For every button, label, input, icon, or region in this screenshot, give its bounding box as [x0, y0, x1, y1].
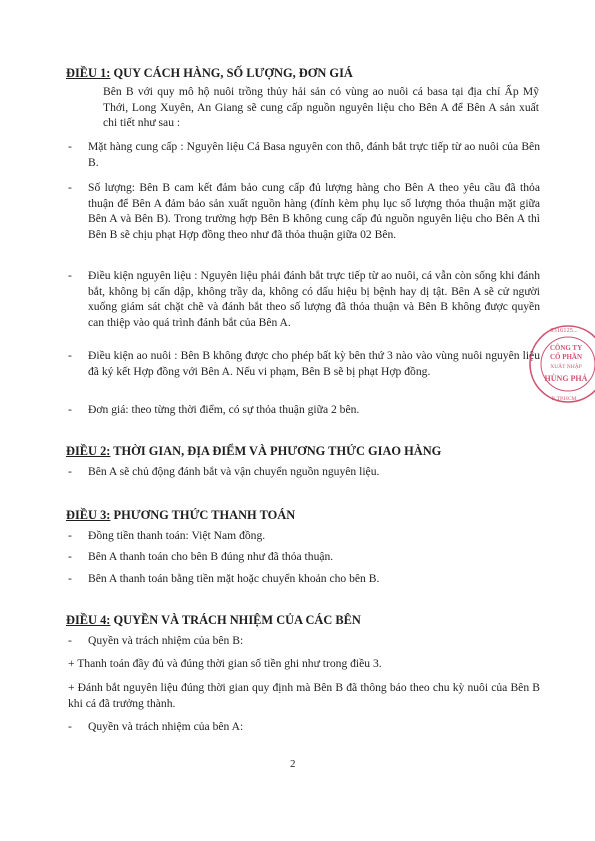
list-item-text: Mặt hàng cung cấp : Nguyên liệu Cá Basa nguyên con thô, đánh bắt trực tiếp từ ao nuôi của Bên B. [88, 140, 540, 169]
section-4-heading [66, 613, 536, 628]
section-1-title: QUY CÁCH HÀNG, SỐ LƯỢNG, ĐƠN GIÁ [110, 66, 353, 80]
list-item-text: Quyền và trách nhiệm của bên B: [88, 634, 244, 647]
plus-item: + Thanh toán đầy đủ và đúng thời gian số tiền ghi như trong điều 3. [68, 657, 382, 670]
section-4-number: ĐIỀU 4: [66, 613, 111, 627]
section-4-title: QUYỀN VÀ TRÁCH NHIỆM CỦA CÁC BÊN [110, 613, 361, 627]
list-item-text: Quyền và trách nhiệm của bên A: [88, 720, 244, 733]
list-item-text: Bên A thanh toán bằng tiền mặt hoặc chuyển khoản cho bên B. [88, 572, 380, 585]
dash-bullet: - [68, 269, 72, 282]
list-item-text: Số lượng: Bên B cam kết đảm bảo cung cấp đủ lượng hàng cho Bên A theo yêu cầu đã thỏa thuận để Bên A đảm bảo sản xuất nguồn hàng (đính kèm phụ lục số lượng thỏa thuận mặt giữa Bên A và Bên B). Trong trường hợp Bên B không cung cấp đủ nguồn nguyên liệu cho Bên A thì Bên B sẽ chịu phạt Hợp đồng theo như đã thỏa thuận giữa 02 Bên. [88, 181, 540, 241]
dash-bullet: - [68, 720, 72, 733]
dash-bullet: - [68, 181, 72, 194]
list-item-text: Bên A sẽ chủ động đánh bắt và vận chuyển nguồn nguyên liệu. [88, 465, 380, 478]
section-1-number: ĐIỀU 1: [66, 66, 111, 80]
list-item-text: Bên A thanh toán cho bên B đúng như đã thỏa thuận. [88, 550, 334, 563]
dash-bullet: - [68, 634, 72, 647]
list-item-text: Đồng tiền thanh toán: Việt Nam đồng. [88, 529, 266, 542]
section-1-heading [66, 66, 536, 81]
seal-code: 0316125... [550, 327, 578, 334]
section-3-number: ĐIỀU 3: [66, 508, 111, 522]
seal-line-2: CỔ PHẦN [549, 353, 583, 361]
section-2-title: THỜI GIAN, ĐỊA ĐIỂM VÀ PHƯƠNG THỨC GIAO HÀNG [110, 444, 442, 458]
dash-bullet: - [68, 529, 72, 542]
list-item-text: Điều kiện nguyên liệu : Nguyên liệu phải đánh bắt trực tiếp từ ao nuôi, cá vẫn còn sống khi đánh bắt, không bị cấn dập, không trầy da, không có dấu hiệu bị bệnh hay dị tật. Bên A sẽ cử người xuống giám sát chặt chẽ và đánh bắt theo số lượng đã thỏa thuận và Bên B không được quyền can thiệp vào quá trình đánh bắt của Bên A. [88, 269, 540, 329]
seal-line-1: CÔNG TY [549, 344, 583, 352]
list-item-text: Điều kiện ao nuôi : Bên B không được cho phép bất kỳ bên thứ 3 nào vào vùng nuôi nguyên liệu đã ký kết Hợp đồng với Bên A. Nếu vi phạm, Bên B sẽ bị phạt Hợp đồng. [88, 349, 540, 378]
section-3-title: PHƯƠNG THỨC THANH TOÁN [110, 508, 296, 522]
dash-bullet: - [68, 465, 72, 478]
section-2-heading [66, 444, 536, 459]
dash-bullet: - [68, 550, 72, 563]
dash-bullet: - [68, 572, 72, 585]
dash-bullet: - [68, 349, 72, 362]
page-number: 2 [290, 758, 296, 770]
plus-item: + Đánh bắt nguyên liệu đúng thời gian quy định mà Bên B đã thông báo theo chu kỳ nuôi của Bên B khi cá đã trưởng thành. [68, 681, 540, 710]
section-1-intro: Bên B với quy mô hộ nuôi trồng thủy hải sản có vùng ao nuôi cá basa tại địa chỉ Ấp Mỹ Thới, Long Xuyên, An Giang sẽ cung cấp nguồn nguyên liệu cho Bên A để Bên A sản xuất chi tiết như sau : [103, 85, 539, 130]
list-item-text: Đơn giá: theo từng thời điểm, có sự thỏa thuận giữa 2 bên. [88, 403, 360, 416]
dash-bullet: - [68, 403, 72, 416]
seal-line-3: XUẤT NHẬP [550, 364, 582, 370]
company-seal-stamp [528, 318, 595, 408]
seal-line-4: HÙNG PHÁ [544, 374, 588, 383]
dash-bullet: - [68, 140, 72, 153]
section-2-number: ĐIỀU 2: [66, 444, 111, 458]
section-3-heading [66, 508, 536, 523]
seal-line-5: P. TP.HCM [551, 396, 577, 402]
